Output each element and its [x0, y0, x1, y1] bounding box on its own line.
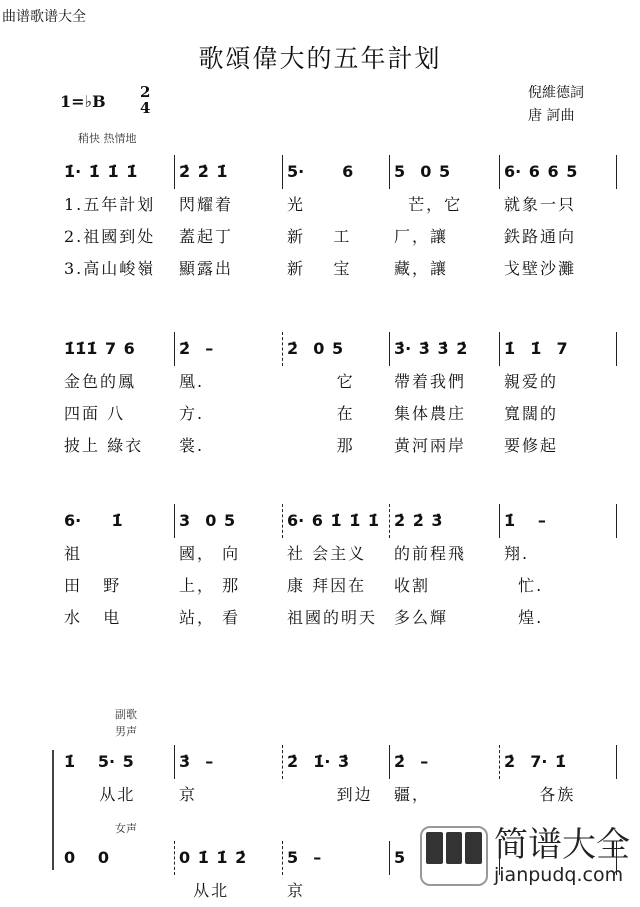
staff-system: [60, 504, 617, 634]
notes-row: [60, 155, 617, 189]
lyric-segment: 裳.: [179, 436, 205, 455]
lyric-line: [60, 538, 617, 570]
notes-row: [60, 332, 617, 366]
measure: 6· 6 1̇ 1̇ 1̇: [283, 504, 390, 538]
lyric-segment: 到边: [287, 785, 373, 804]
lyric-segment: 寬闊的: [504, 404, 559, 423]
lyric-line: [60, 189, 617, 221]
lyric-segment: 要修起: [504, 436, 559, 455]
notes-row: [60, 745, 617, 779]
lyric-line: [60, 430, 617, 462]
tempo-marking: 稍快 热情地: [78, 132, 137, 145]
key-signature: 1=♭B: [60, 92, 106, 111]
watermark-url: jianpudq.com: [494, 864, 624, 886]
measure: 0 1̇ 1̇ 2̇: [175, 841, 283, 875]
time-signature-top: 2: [140, 83, 151, 101]
lyric-segment: 集体農庄: [394, 404, 467, 423]
lyric-segment: 从北: [179, 881, 230, 900]
lyric-segment: 顯露出: [179, 259, 234, 278]
measure: 3̇· 3̇ 3̇ 2̇: [390, 332, 500, 366]
measure: 5 0 5: [390, 155, 500, 189]
lyric-segment: 收割: [394, 576, 431, 595]
lyric-line: [60, 570, 617, 602]
lyric-segment: 社 会主义: [287, 544, 367, 563]
piano-keys-icon: [420, 826, 488, 886]
measure: 5 –: [283, 841, 390, 875]
lyric-segment: 親爱的: [504, 372, 559, 391]
measure: 3 0 5: [175, 504, 283, 538]
lyric-segment: 祖國的明天: [287, 608, 378, 627]
lyric-segment: 四面 八: [64, 404, 126, 423]
measure: 2̇ 1̇· 3̇: [283, 745, 390, 779]
lyric-segment: 翔.: [504, 544, 530, 563]
male-voice-label: 男声: [115, 725, 137, 738]
measure: 2̇ 2̇ 1̇: [175, 155, 283, 189]
measure: 1̇· 1̇ 1̇ 1̇: [60, 155, 175, 189]
lyric-line: [60, 779, 617, 811]
lyric-segment: 忙.: [504, 576, 544, 595]
measure: 1̇ –: [500, 504, 617, 538]
lyric-line: [60, 253, 617, 285]
lyric-segment: 就象一只: [504, 195, 577, 214]
composer-credit: 唐 訶曲: [528, 108, 575, 124]
measure: 2̇ –: [390, 745, 500, 779]
lyric-segment: 凰.: [179, 372, 205, 391]
lyric-segment: 祖: [64, 544, 83, 563]
song-title: 歌頌偉大的五年計划: [198, 44, 442, 73]
lyric-segment: 多么輝: [394, 608, 449, 627]
lyric-segment: 國， 向: [179, 544, 241, 563]
lyric-segment: 金色的鳳: [64, 372, 137, 391]
lyric-line: [60, 398, 617, 430]
measure: 1̇1̇1̇ 7 6: [60, 332, 175, 366]
lyric-segment: 藏，讓: [394, 259, 449, 278]
lyric-segment: 2.祖國到处: [64, 227, 156, 246]
lyric-segment: 上， 那: [179, 576, 241, 595]
measure: 5· 6: [283, 155, 390, 189]
lyric-segment: 田 野: [64, 576, 122, 595]
lyric-segment: 厂，讓: [394, 227, 449, 246]
lyric-segment: 光: [287, 195, 306, 214]
lyric-segment: 1.五年計划: [64, 195, 156, 214]
lyric-segment: 煌.: [504, 608, 544, 627]
lyric-segment: 閃耀着: [179, 195, 234, 214]
lyric-line: [60, 366, 617, 398]
lyric-segment: 它: [287, 372, 355, 391]
lyric-segment: 的前程飛: [394, 544, 467, 563]
lyric-segment: 披上 綠衣: [64, 436, 144, 455]
lyric-segment: 那: [287, 436, 355, 455]
time-signature-bottom: 4: [140, 99, 151, 117]
system-brace: [52, 750, 60, 870]
measure: 1̇ 5· 5: [60, 745, 175, 779]
lyric-segment: 蓋起丁: [179, 227, 234, 246]
time-signature: [140, 84, 150, 116]
measure: 3̇ –: [175, 745, 283, 779]
measure: 6· 1̇: [60, 504, 175, 538]
lyricist-credit: 倪維德詞: [528, 85, 584, 101]
female-voice-label: 女声: [115, 822, 137, 835]
staff-system: [60, 155, 617, 285]
lyric-segment: 从北: [64, 785, 136, 804]
measure: 2̇ –: [175, 332, 283, 366]
credits: [528, 82, 584, 128]
lyric-segment: 戈壁沙灘: [504, 259, 577, 278]
measure: 2̇ 2̇ 3̇: [390, 504, 500, 538]
lyric-segment: 水 电: [64, 608, 122, 627]
chorus-label: 副歌: [115, 708, 137, 721]
lyric-segment: 在: [287, 404, 355, 423]
watermark-title: 简谱大全: [494, 825, 630, 865]
staff-system: [60, 332, 617, 462]
lyric-segment: 京: [287, 881, 306, 900]
measure: 2̇ 7· 1̇: [500, 745, 617, 779]
measure: 5: [390, 841, 500, 875]
watermark: [420, 826, 630, 886]
lyric-segment: 方.: [179, 404, 205, 423]
lyric-segment: 芒，它: [394, 195, 463, 214]
lyric-segment: 新 工: [287, 227, 352, 246]
lyric-segment: 鉄路通向: [504, 227, 577, 246]
lyric-line: [60, 602, 617, 634]
lyric-segment: 康 拜因在: [287, 576, 367, 595]
measure: 6· 6 6 5: [500, 155, 617, 189]
measure: 0 0: [60, 841, 175, 875]
lyric-segment: [60, 875, 175, 907]
lyric-segment: 疆，: [394, 785, 431, 804]
measure: 2̇ 0 5: [283, 332, 390, 366]
lyric-segment: 各族: [504, 785, 576, 804]
measure: 1̇ 1̇ 7: [500, 332, 617, 366]
site-label: 曲谱歌谱大全: [2, 9, 86, 25]
lyric-segment: 京: [179, 785, 198, 804]
lyric-segment: 站， 看: [179, 608, 241, 627]
lyric-segment: 黄河兩岸: [394, 436, 467, 455]
notes-row: [60, 504, 617, 538]
lyric-segment: 新 宝: [287, 259, 352, 278]
lyric-segment: 帶着我們: [394, 372, 467, 391]
lyric-line: [60, 221, 617, 253]
lyric-segment: 3.高山峻嶺: [64, 259, 156, 278]
